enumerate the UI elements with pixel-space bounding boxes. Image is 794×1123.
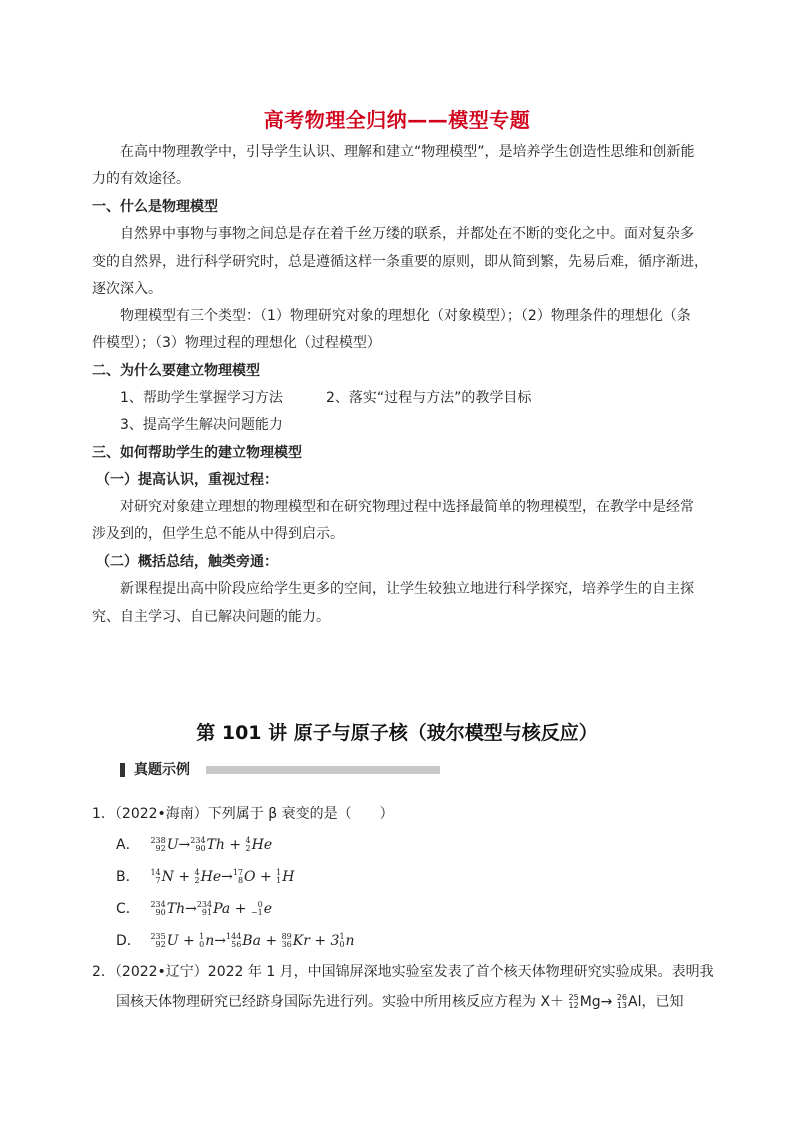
section-1-heading: 一、什么是物理模型 — [92, 199, 218, 215]
q2-line2-text-c: Al，已知 — [628, 994, 684, 1010]
s2-item-1: 1、帮助学生掌握学习方法 — [120, 390, 283, 406]
s1-p1-line-2: 变的自然界，进行科学研究时，总是遵循这样一条重要的原则，即从简到繁，先易后难，循序渐进， — [92, 254, 708, 270]
s3-p2-line-1: 新课程提出高中阶段应给学生更多的空间，让学生较独立地进行科学探究，培养学生的自主探 — [120, 581, 694, 597]
option-d-label: D． — [116, 933, 141, 949]
option-a[interactable] — [116, 834, 272, 856]
s3-p1-line-2: 涉及到的，但学生总不能从中得到启示。 — [92, 526, 344, 542]
option-b[interactable] — [116, 866, 294, 888]
question-2-line-1: 2．（2022•辽宁）2022 年 1 月，中国锦屏深地实验室发表了首个核天体物理研究实验成果。表明我 — [92, 964, 714, 980]
s1-p2-line-2: 件模型）；（3）物理过程的理想化（过程模型） — [92, 335, 381, 351]
equation-a: 238 92 U→ 234 90 Th + 4 2 He — [150, 836, 273, 853]
section-2-heading: 二、为什么要建立物理模型 — [92, 363, 260, 379]
option-a-label: A． — [116, 837, 140, 853]
equation-b: 14 7 N + 4 2 He→ 17 8 O + 1 1 H — [150, 868, 295, 885]
s3-p1-line-1: 对研究对象建立理想的物理模型和在研究物理过程中选择最简单的物理模型，在教学中是经常 — [120, 499, 694, 515]
question-1-stem: 1．（2022•海南）下列属于 β 衰变的是（ ） — [92, 806, 394, 822]
intro-line-1: 在高中物理教学中，引导学生认识、理解和建立“物理模型”，是培养学生创造性思维和创新能 — [120, 144, 695, 160]
banner-bar — [120, 763, 125, 777]
s3-sub-1: （一）提高认识，重视过程： — [96, 472, 278, 488]
option-c-label: C． — [116, 901, 140, 917]
s1-p1-line-3: 逐次深入。 — [92, 281, 162, 297]
option-d[interactable] — [116, 930, 355, 952]
equation-c: 234 90 Th→ 234 91 Pa + 0 −1 e — [150, 900, 272, 917]
q2-line2-text-a: 国核天体物理研究已经跻身国际先进行列。实验中所用核反应方程为 X＋ — [116, 994, 565, 1010]
option-b-label: B． — [116, 869, 140, 885]
s3-p2-line-2: 究、自主学习、自已解决问题的能力。 — [92, 609, 330, 625]
s3-sub-2: （二）概括总结，触类旁通： — [96, 554, 278, 570]
page-title: 高考物理全归纳——模型专题 — [263, 108, 531, 132]
q2-line2-text-b: Mg→ — [579, 994, 613, 1010]
banner-strip — [206, 766, 440, 774]
banner-label: 真题示例 — [134, 762, 190, 778]
lecture-title: 第 101 讲 原子与原子核（玻尔模型与核反应） — [196, 722, 598, 744]
s2-item-3: 3、提高学生解决问题能力 — [120, 417, 283, 433]
intro-line-2: 力的有效途径。 — [92, 171, 190, 187]
s1-p1-line-1: 自然界中事物与事物之间总是存在着千丝万缕的联系，并都处在不断的变化之中。面对复杂多 — [120, 226, 694, 242]
question-2-line-2: 国核天体物理研究已经跻身国际先进行列。实验中所用核反应方程为 X＋ 25 12 Mg→ 26 13 Al，已知 — [116, 993, 684, 1010]
equation-d: 235 92 U + 1 0 n→ 144 56 Ba + 89 36 Kr + 3 1 0 n — [150, 932, 355, 949]
s1-p2-line-1: 物理模型有三个类型：（1）物理研究对象的理想化（对象模型）；（2）物理条件的理想化（条 — [120, 308, 691, 324]
section-3-heading: 三、如何帮助学生的建立物理模型 — [92, 445, 302, 461]
s2-item-2: 2、落实“过程与方法”的教学目标 — [326, 390, 532, 406]
option-c[interactable] — [116, 898, 272, 920]
